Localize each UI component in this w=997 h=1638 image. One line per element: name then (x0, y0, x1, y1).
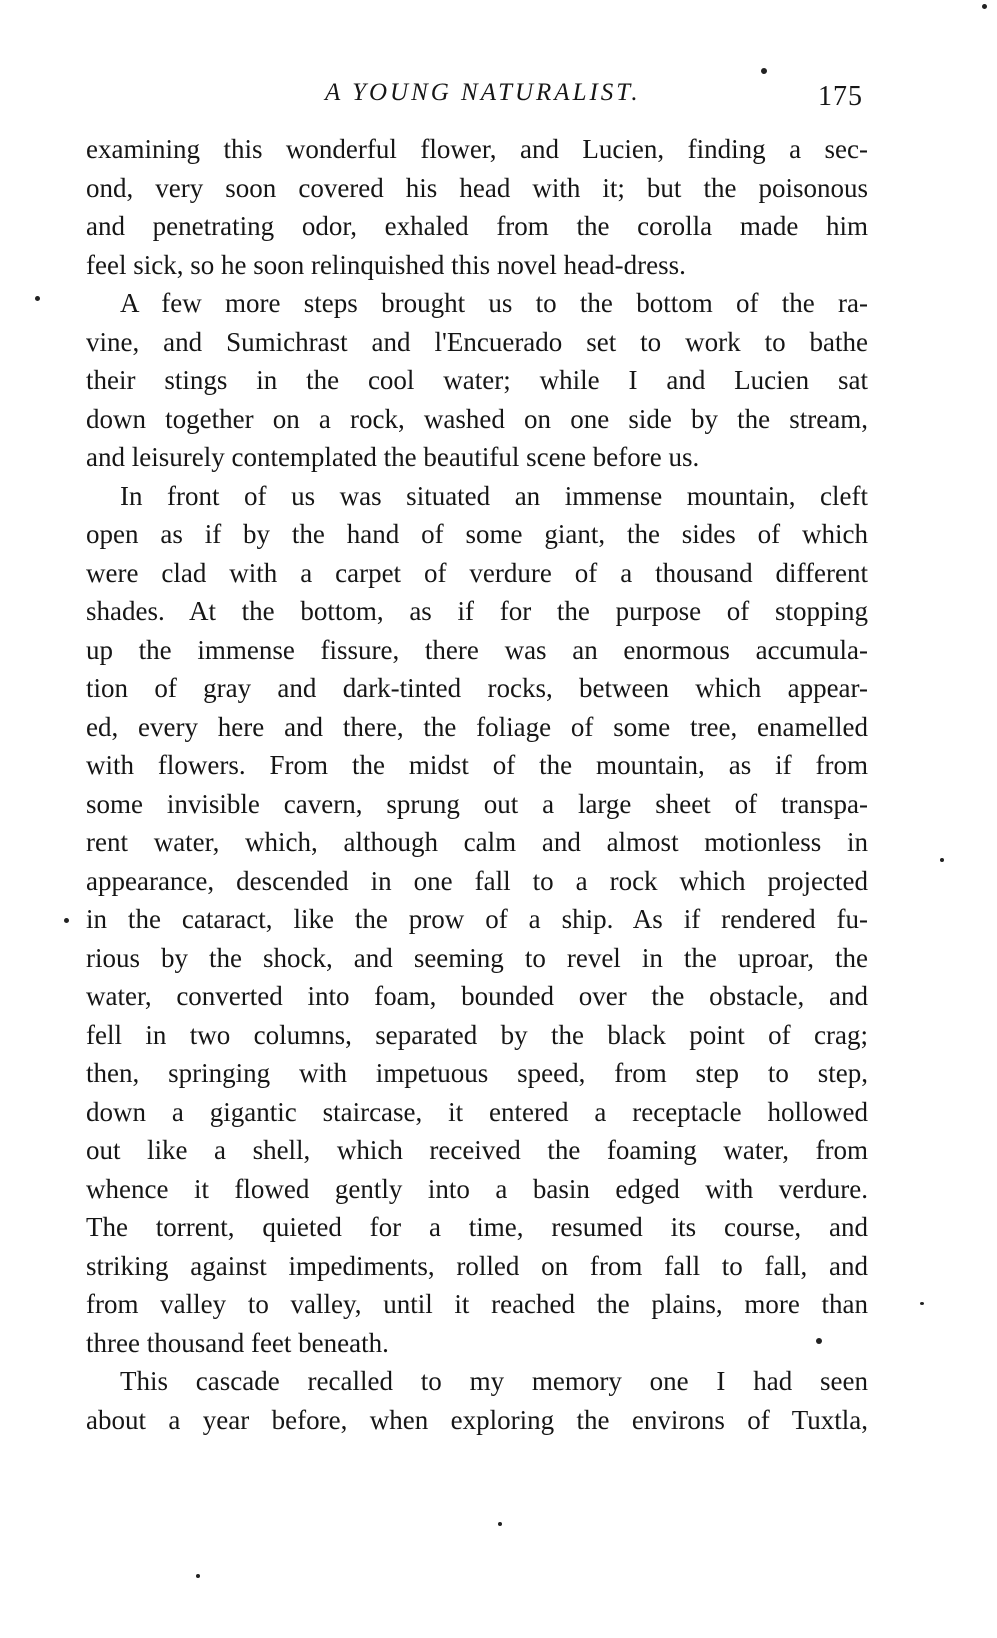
text-line: examining this wonderful flower, and Lucien, finding a sec- (86, 134, 868, 164)
text-line: whence it flowed gently into a basin edged with verdure. (86, 1173, 868, 1204)
text-line: and penetrating odor, exhaled from the corolla made him (86, 211, 868, 241)
text-line: ed, every here and there, the foliage of some tree, enamelled (86, 711, 868, 742)
print-speck (940, 858, 944, 862)
text-line: fell in two columns, separated by the black point of crag; (86, 1019, 868, 1050)
text-line: water, converted into foam, bounded over the obstacle, and (86, 981, 868, 1011)
text-line: feel sick, so he soon relinquished this novel head-dress. (86, 249, 686, 280)
text-line: ond, very soon covered his head with it; but the poisonous (86, 172, 868, 203)
print-speck (982, 4, 987, 9)
text-line: down a gigantic staircase, it entered a receptacle hollowed (86, 1096, 868, 1127)
text-line: then, springing with impetuous speed, from step to step, (86, 1058, 868, 1088)
text-line: tion of gray and dark-tinted rocks, between which appear- (86, 673, 868, 703)
text-line: down together on a rock, washed on one side by the stream, (86, 403, 868, 434)
text-line: and leisurely contemplated the beautiful scene before us. (86, 442, 700, 472)
text-line: open as if by the hand of some giant, the sides of which (86, 519, 868, 549)
text-line: This cascade recalled to my memory one I had seen (120, 1366, 868, 1396)
text-line: were clad with a carpet of verdure of a thousand different (86, 557, 868, 588)
text-line: up the immense fissure, there was an enormous accumula- (86, 634, 868, 665)
text-line: striking against impediments, rolled on from fall to fall, and (86, 1250, 868, 1281)
text-line: rent water, which, although calm and almost motionless in (86, 827, 868, 857)
text-line: with flowers. From the midst of the mountain, as if from (86, 750, 868, 780)
print-speck (816, 1338, 822, 1344)
text-line: A few more steps brought us to the bottom of the ra- (120, 288, 868, 318)
print-speck (196, 1574, 200, 1578)
running-title: A YOUNG NATURALIST. (325, 79, 641, 106)
print-speck (64, 918, 69, 923)
text-line: rious by the shock, and seeming to revel in the uproar, the (86, 942, 868, 973)
page-number: 175 (818, 81, 863, 112)
text-line: about a year before, when exploring the environs of Tuxtla, (86, 1404, 868, 1435)
body-text (86, 130, 868, 1439)
print-speck (920, 1302, 924, 1305)
print-speck (498, 1522, 502, 1526)
text-line: some invisible cavern, sprung out a large sheet of transpa- (86, 788, 868, 819)
text-line: The torrent, quieted for a time, resumed its course, and (86, 1212, 868, 1242)
text-line: out like a shell, which received the foaming water, from (86, 1135, 868, 1165)
text-line: three thousand feet beneath. (86, 1327, 389, 1358)
print-speck (35, 296, 40, 301)
text-line: their stings in the cool water; while I and Lucien sat (86, 365, 868, 395)
text-line: appearance, descended in one fall to a rock which projected (86, 865, 868, 896)
text-line: from valley to valley, until it reached the plains, more than (86, 1289, 868, 1319)
text-line: in the cataract, like the prow of a ship. As if rendered fu- (86, 904, 868, 934)
text-line: shades. At the bottom, as if for the purpose of stopping (86, 596, 868, 626)
text-line: In front of us was situated an immense mountain, cleft (120, 480, 868, 511)
print-speck (761, 68, 767, 74)
text-line: vine, and Sumichrast and l'Encuerado set to work to bathe (86, 326, 868, 357)
